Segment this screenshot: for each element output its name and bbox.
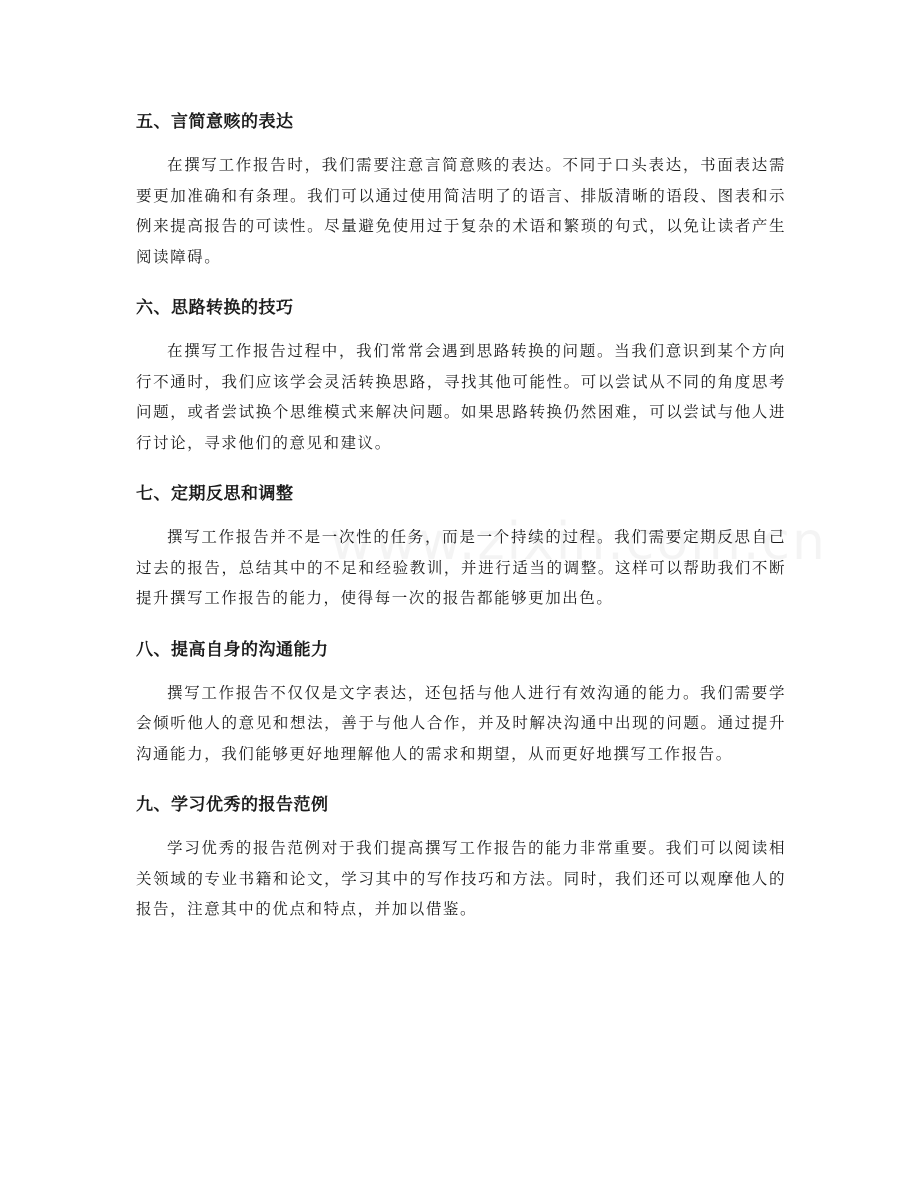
section-paragraph: 在撰写工作报告过程中，我们常常会遇到思路转换的问题。当我们意识到某个方向行不通时，我们应该学会灵活转换思路，寻找其他可能性。可以尝试从不同的角度思考问题，或者尝试换个思维模式来解决问题。如果思路转换仍然困难，可以尝试与他人进行讨论，寻求他们的意见和建议。 — [136, 342, 786, 452]
section-7 — [136, 476, 786, 614]
section-paragraph: 撰写工作报告不仅仅是文字表达，还包括与他人进行有效沟通的能力。我们需要学会倾听他人的意见和想法，善于与他人合作，并及时解决沟通中出现的问题。通过提升沟通能力，我们能够更好地理解他人的需求和期望，从而更好地撰写工作报告。 — [136, 683, 786, 763]
section-6 — [136, 290, 786, 458]
section-title: 五、言简意赅的表达 — [136, 112, 294, 132]
section-8 — [136, 632, 786, 770]
section-paragraph: 学习优秀的报告范例对于我们提高撰写工作报告的能力非常重要。我们可以阅读相关领域的专业书籍和论文，学习其中的写作技巧和方法。同时，我们还可以观摩他人的报告，注意其中的优点和特点，并加以借鉴。 — [136, 839, 786, 918]
document-content — [136, 104, 786, 943]
section-title: 七、定期反思和调整 — [136, 484, 294, 504]
section-title: 六、思路转换的技巧 — [136, 298, 294, 318]
section-title: 八、提高自身的沟通能力 — [136, 639, 329, 660]
section-9 — [136, 787, 786, 925]
section-paragraph: 在撰写工作报告时，我们需要注意言简意赅的表达。不同于口头表达，书面表达需要更加准确和有条理。我们可以通过使用简洁明了的语言、排版清晰的语段、图表和示例来提高报告的可读性。尽量避免使用过于复杂的术语和繁琐的句式，以免让读者产生阅读障碍。 — [136, 156, 786, 266]
section-5 — [136, 104, 786, 272]
section-paragraph: 撰写工作报告并不是一次性的任务，而是一个持续的过程。我们需要定期反思自己过去的报告，总结其中的不足和经验教训，并进行适当的调整。这样可以帮助我们不断提升撰写工作报告的能力，使得每一次的报告都能够更加出色。 — [136, 528, 786, 607]
section-title: 九、学习优秀的报告范例 — [136, 795, 329, 815]
